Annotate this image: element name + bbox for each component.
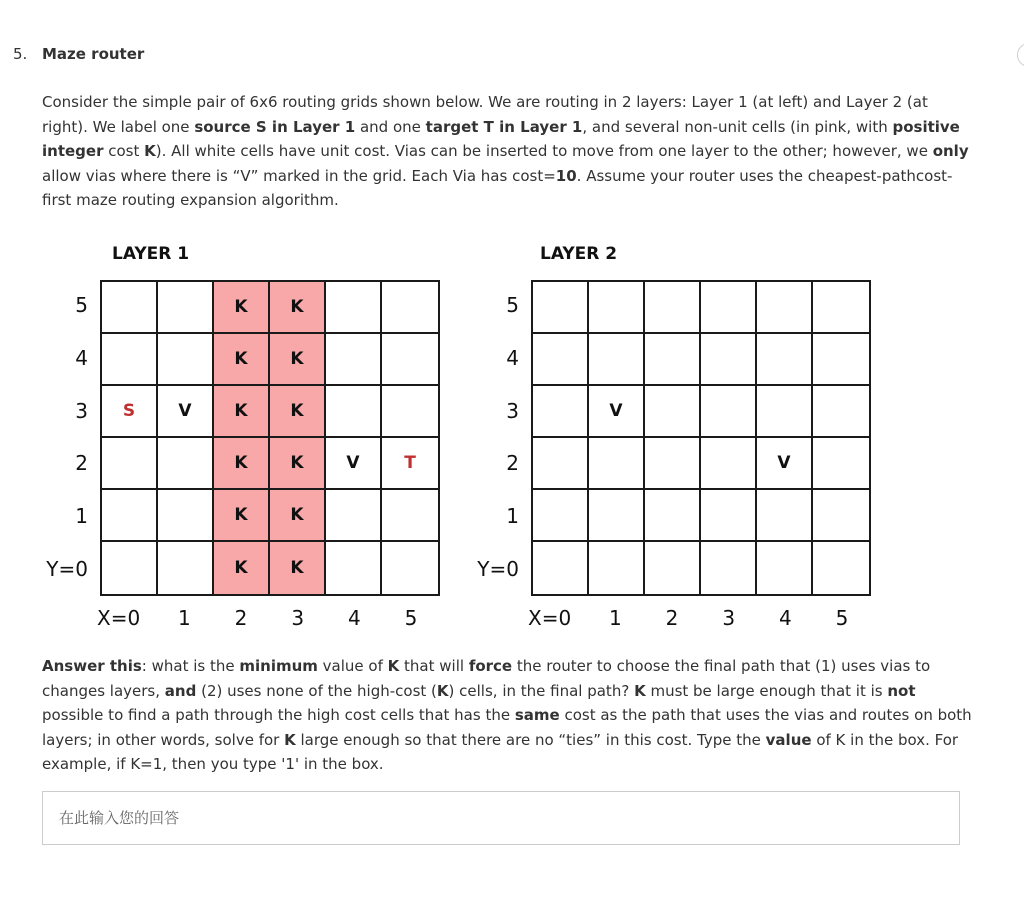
x-axis-label: 4: [779, 606, 792, 630]
grid-cell: [158, 386, 214, 438]
text-segment: K: [436, 681, 449, 700]
via-label: V: [609, 401, 623, 421]
text-segment: . Assume your router uses the cheapest-pathcost-first maze routing expansion algorithm.: [42, 166, 953, 209]
cost-k-label: K: [234, 558, 248, 578]
grid-cell: [270, 490, 326, 542]
cost-k-label: K: [290, 505, 304, 525]
grid-cell: [533, 438, 589, 490]
grid-cell: [270, 542, 326, 594]
cost-k-label: K: [234, 453, 248, 473]
text-segment: and one: [355, 117, 426, 136]
grid-cell: [813, 542, 869, 594]
grid-cell: [757, 542, 813, 594]
grid-cell: [813, 334, 869, 386]
question-description: [42, 90, 970, 213]
grid-cell: [645, 386, 701, 438]
x-axis-label: 5: [404, 606, 418, 630]
y-axis-label: 5: [506, 293, 519, 318]
text-segment: large enough so that there are no “ties” in this cost. Type the: [295, 730, 766, 749]
grid-cell: [701, 386, 757, 438]
grid-cell: [589, 438, 645, 490]
grid-cell: [757, 386, 813, 438]
grid-cell: [326, 282, 382, 334]
grid-cell: [158, 282, 214, 334]
text-segment: allow vias where there is “V” marked in the grid. Each Via has cost=: [42, 166, 556, 185]
y-axis-label: 5: [75, 293, 88, 318]
grid-cell: [645, 438, 701, 490]
grid-cell: [757, 334, 813, 386]
cost-k-label: K: [290, 558, 304, 578]
answer-instructions: [42, 654, 977, 777]
grid-cell: [701, 438, 757, 490]
layer1-grid: [100, 280, 440, 596]
cost-k-label: K: [234, 401, 248, 421]
grid-cell: [158, 542, 214, 594]
grid-cell: [701, 542, 757, 594]
grid-cell: [270, 386, 326, 438]
grid-cell: [645, 282, 701, 334]
grid-cell: [214, 334, 270, 386]
target-label: T: [404, 453, 416, 473]
x-axis-label: 3: [291, 606, 305, 630]
text-segment: target T in Layer 1: [425, 117, 583, 136]
cost-k-label: K: [234, 505, 248, 525]
text-segment: source S in Layer 1: [194, 117, 356, 136]
grid-cell: [214, 282, 270, 334]
grid-cell: [158, 490, 214, 542]
grid-cell: [645, 334, 701, 386]
text-segment: same: [514, 706, 560, 724]
text-segment: K: [144, 142, 156, 160]
grid-cell: [158, 438, 214, 490]
grid-cell: [382, 282, 438, 334]
text-segment: of K in the box. For example, if K=1, then you type '1' in the box.: [42, 730, 959, 773]
grid-cell: [533, 386, 589, 438]
x-axis-label: 1: [178, 606, 191, 630]
text-segment: : what is the: [141, 657, 240, 675]
layer1-title: LAYER 1: [112, 244, 190, 264]
via-label: V: [178, 401, 192, 421]
grid-cell: [701, 282, 757, 334]
via-label: V: [777, 453, 791, 473]
text-segment: K: [634, 681, 646, 700]
cost-k-label: K: [290, 401, 304, 421]
grid-cell: [326, 438, 382, 490]
text-segment: 10: [555, 166, 577, 185]
text-segment: positive integer: [42, 117, 960, 160]
x-axis-label: 2: [234, 606, 248, 630]
cost-k-label: K: [234, 297, 248, 317]
grid-cell: [533, 282, 589, 334]
grid-cell: [102, 334, 158, 386]
grid-cell: [382, 490, 438, 542]
grid-cell: [382, 334, 438, 386]
grid-cell: [813, 438, 869, 490]
text-segment: possible to find a path through the high cost cells that has the: [42, 706, 515, 724]
x-axis-label: 5: [835, 606, 849, 630]
grid-cell: [102, 542, 158, 594]
grid-cell: [645, 490, 701, 542]
cost-k-label: K: [234, 349, 248, 369]
text-segment: value of: [317, 657, 388, 675]
answer-input[interactable]: [42, 791, 960, 845]
text-segment: , and several non-unit cells (in pink, with: [582, 117, 893, 136]
text-segment: K: [387, 657, 400, 675]
text-segment: K: [284, 730, 296, 749]
layer2-title: LAYER 2: [540, 244, 618, 264]
text-segment: not: [887, 681, 916, 700]
question-title: Maze router: [42, 45, 145, 63]
y-axis-label: 2: [506, 451, 519, 476]
text-segment: Consider the simple pair of 6x6 routing grids shown below. We are routing in 2 layers: Layer 1 (at left) and Layer 2 (at right). We label one: [42, 93, 928, 136]
text-segment: and: [164, 681, 197, 700]
routing-grids-figure: [40, 238, 880, 638]
grid-cell: [533, 334, 589, 386]
layer2-grid: [531, 280, 871, 596]
grid-cell: [757, 438, 813, 490]
grid-cell: [214, 438, 270, 490]
grid-cell: [214, 542, 270, 594]
grid-cell: [158, 334, 214, 386]
text-segment: minimum: [239, 657, 318, 675]
grid-cell: [757, 490, 813, 542]
grid-cell: [214, 386, 270, 438]
grid-cell: [813, 282, 869, 334]
text-segment: must be large enough that it is: [645, 681, 888, 700]
scroll-control[interactable]: [1017, 43, 1024, 67]
grid-cell: [757, 282, 813, 334]
grid-cell: [326, 490, 382, 542]
text-segment: Answer this: [42, 657, 142, 675]
text-segment: ). All white cells have unit cost. Vias can be inserted to move from one layer to the other; however, we: [155, 142, 933, 160]
grid-cell: [701, 334, 757, 386]
text-segment: cost as the path that uses the vias and routes on both layers; in other words, solve for: [42, 706, 972, 749]
grid-cell: [533, 542, 589, 594]
text-segment: force: [468, 657, 513, 675]
y-axis-label: 3: [506, 398, 519, 423]
text-segment: value: [765, 730, 812, 749]
source-label: S: [122, 401, 136, 421]
x-axis-label: 2: [665, 606, 679, 630]
y-axis-label: 2: [75, 451, 88, 476]
x-axis-label: X=0: [97, 606, 141, 630]
grid-cell: [589, 490, 645, 542]
text-segment: the router to choose the final path that (1) uses vias to changes layers,: [42, 657, 931, 700]
grid-cell: [701, 490, 757, 542]
y-axis-label: 4: [506, 346, 519, 370]
grid-cell: [533, 490, 589, 542]
text-segment: cost: [103, 142, 145, 160]
grid-cell: [270, 334, 326, 386]
question-number: 5.: [13, 45, 28, 63]
grid-cell: [102, 438, 158, 490]
grid-cell: [645, 542, 701, 594]
grid-cell: [102, 282, 158, 334]
x-axis-label: X=0: [528, 606, 572, 630]
grid-cell: [102, 490, 158, 542]
text-segment: only: [932, 142, 969, 160]
grid-cell: [270, 438, 326, 490]
grid-cell: [589, 334, 645, 386]
grid-cell: [326, 386, 382, 438]
cost-k-label: K: [290, 349, 304, 369]
text-segment: ) cells, in the final path?: [448, 681, 635, 700]
text-segment: that will: [399, 657, 469, 675]
grid-cell: [102, 386, 158, 438]
y-axis-label: Y=0: [46, 556, 88, 581]
grid-cell: [589, 282, 645, 334]
text-segment: (2) uses none of the high-cost (: [196, 681, 437, 700]
grid-cell: [270, 282, 326, 334]
grid-cell: [326, 334, 382, 386]
grid-cell: [813, 490, 869, 542]
grid-cell: [382, 542, 438, 594]
y-axis-label: Y=0: [477, 556, 519, 581]
x-axis-label: 3: [722, 606, 736, 630]
cost-k-label: K: [290, 297, 304, 317]
y-axis-label: 1: [75, 504, 88, 528]
x-axis-label: 4: [348, 606, 361, 630]
grid-cell: [382, 386, 438, 438]
cost-k-label: K: [290, 453, 304, 473]
grid-cell: [813, 386, 869, 438]
grid-cell: [589, 386, 645, 438]
grid-cell: [326, 542, 382, 594]
grid-cell: [214, 490, 270, 542]
y-axis-label: 1: [506, 504, 519, 528]
y-axis-label: 4: [75, 346, 88, 370]
y-axis-label: 3: [75, 398, 88, 423]
grid-cell: [382, 438, 438, 490]
x-axis-label: 1: [609, 606, 622, 630]
via-label: V: [346, 453, 360, 473]
grid-cell: [589, 542, 645, 594]
